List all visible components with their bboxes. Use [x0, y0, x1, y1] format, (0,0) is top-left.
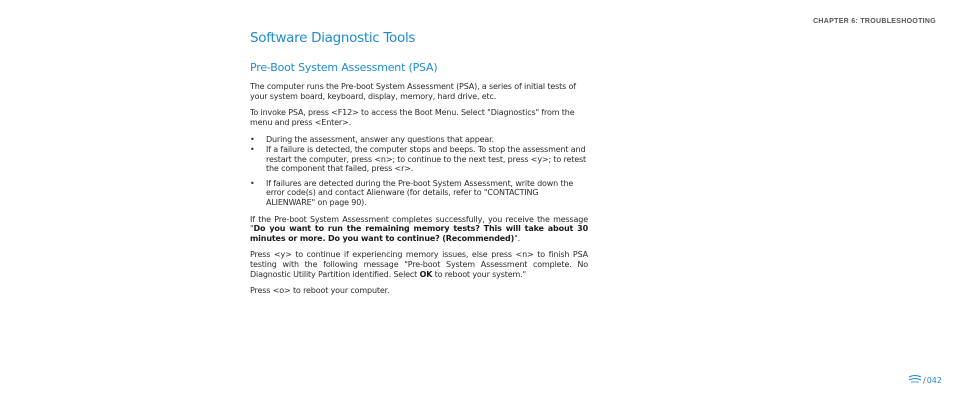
paragraph-success — [250, 215, 588, 244]
text-fragment: ". — [514, 233, 521, 243]
list-item: • During the assessment, answer any questions that appear. — [250, 135, 588, 145]
paragraph-reboot: Press <o> to reboot your computer. — [250, 286, 390, 296]
list-item: • If a failure is detected, the computer stops and beeps. To stop the assessment and restart the computer, press <n>; to continue to the next test, press <y>; to retest the component that failed, press <r>. — [250, 145, 588, 174]
page-number: 042 — [926, 376, 942, 385]
list-item: • If failures are detected during the Pre-boot System Assessment, write down the error code(s) and contact Alienware (for details, refer to "CONTACTING ALIENWARE" on page 90). — [250, 179, 588, 208]
main-content — [250, 30, 588, 296]
page-separator: / — [923, 376, 926, 385]
bold-ok: OK — [419, 269, 433, 279]
paragraph-invoke: To invoke PSA, press <F12> to access the Boot Menu. Select "Diagnostics" from the menu and press <Enter>. — [250, 108, 575, 127]
alienware-logo-icon — [908, 375, 922, 383]
paragraph-intro: The computer runs the Pre-boot System Assessment (PSA), a series of initial tests of your system board, keyboard, display, memory, hard drive, etc. — [250, 82, 576, 101]
page-footer — [908, 375, 942, 385]
bullet-list — [250, 135, 588, 207]
text-fragment: Press <y> to continue if experiencing memory issues, else press <n> to finish PSA testing with the following message "Pre-boot System Assessment complete. No Diagnostic Utility Partition identified. Select — [250, 250, 588, 279]
bold-message: Do you want to run the remaining memory tests? This will take about 30 minutes or more. Do you want to continue? (Recommended) — [250, 224, 588, 243]
text-fragment: to reboot your system." — [432, 269, 527, 279]
chapter-header: CHAPTER 6: TROUBLESHOOTING — [813, 18, 936, 25]
paragraph-memory — [250, 250, 588, 279]
section-heading: Pre-Boot System Assessment (PSA) — [250, 61, 438, 74]
text-fragment: If the Pre-boot System Assessment completes successfully, you receive the message " — [250, 214, 588, 234]
page-title: Software Diagnostic Tools — [250, 30, 416, 46]
